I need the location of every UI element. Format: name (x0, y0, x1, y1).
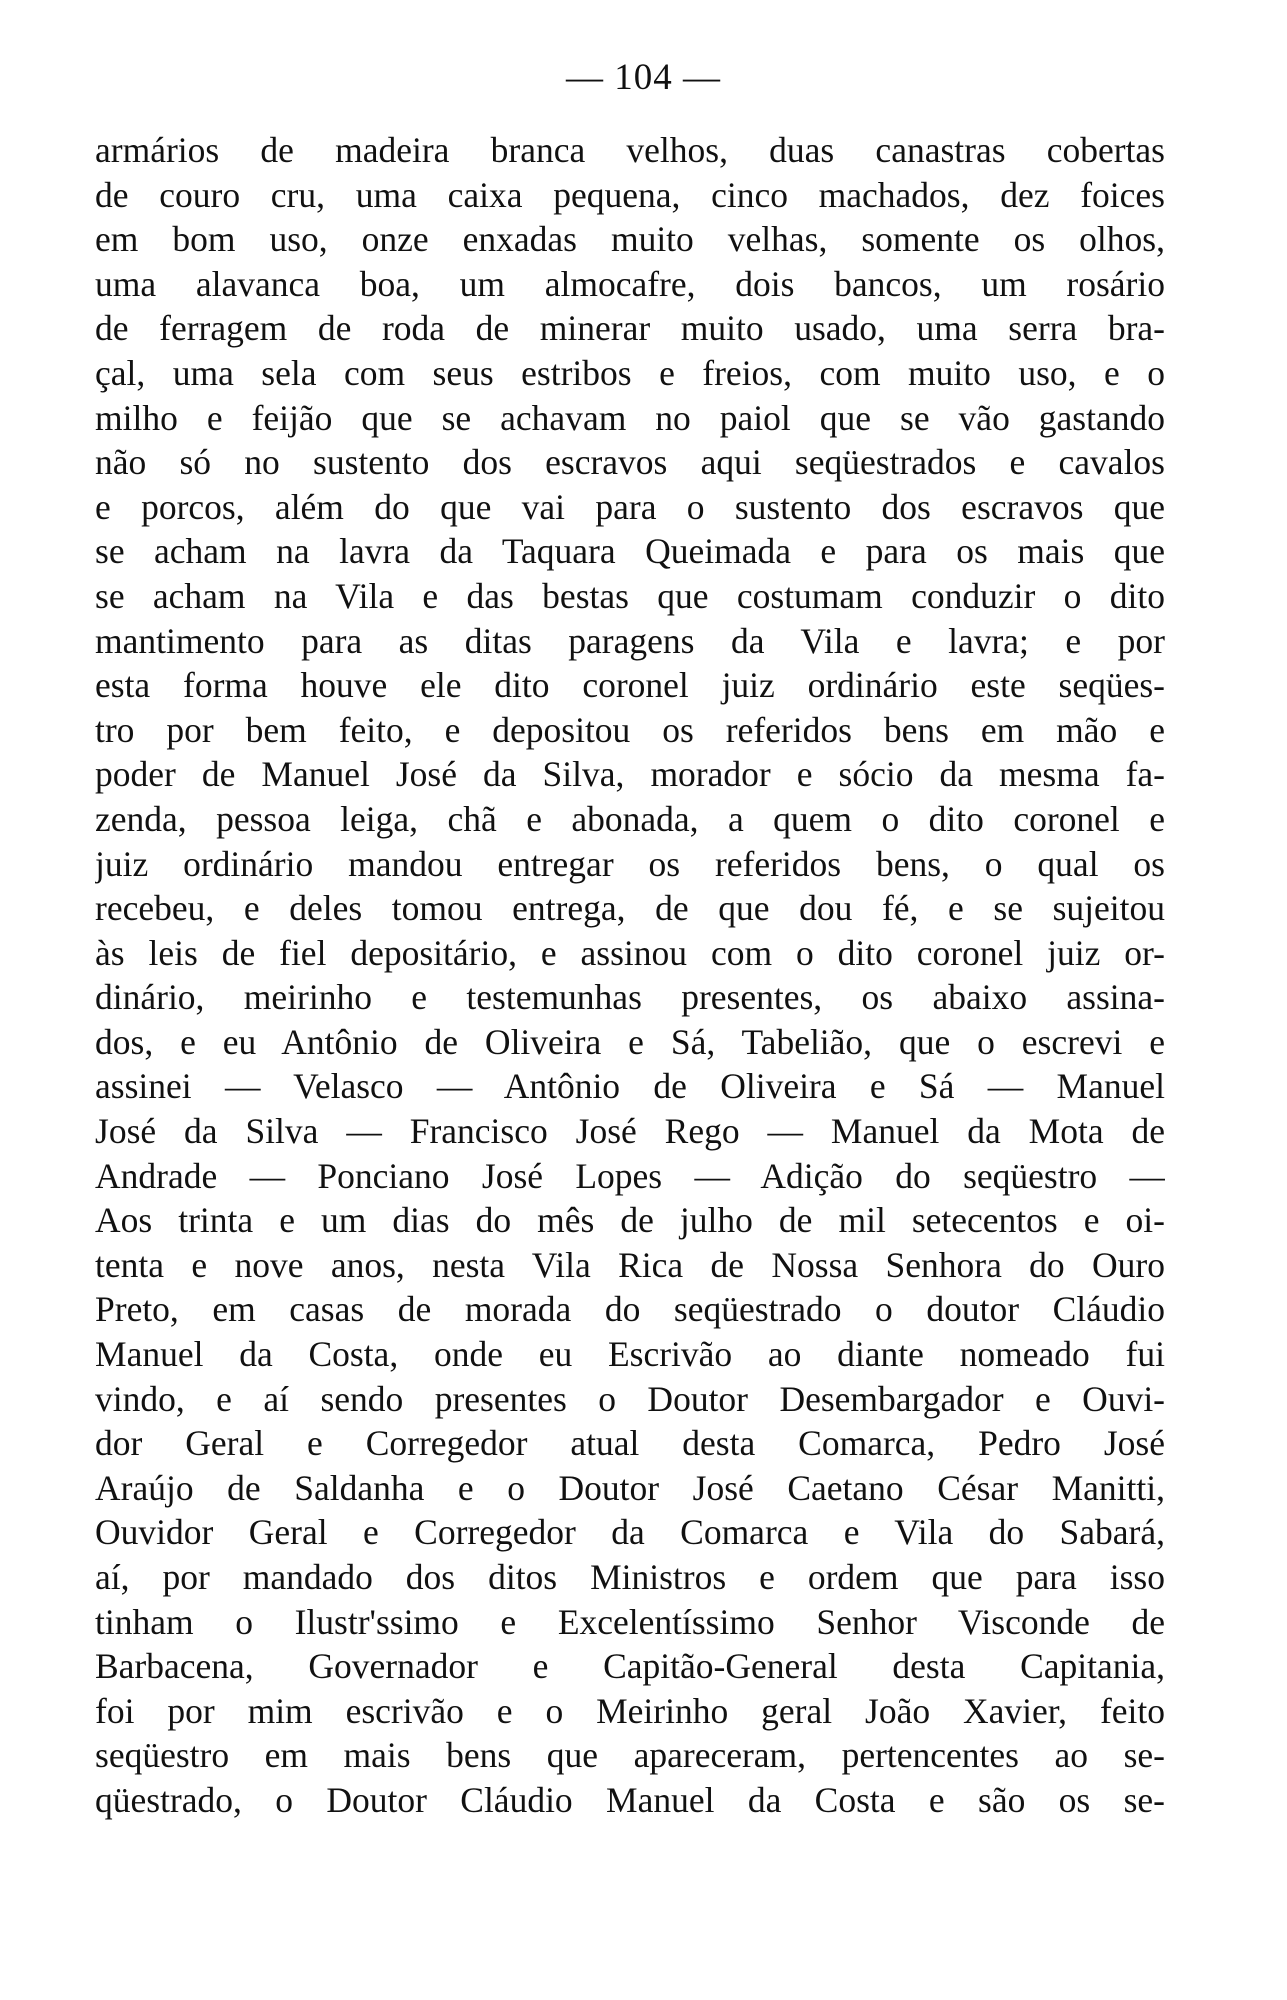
text-line: çal, uma sela com seus estribos e freios, com muito uso, e o (95, 352, 1165, 393)
text-line: se acham na Vila e das bestas que costumam conduzir o dito (95, 575, 1165, 616)
text-line: tro por bem feito, e depositou os referidos bens em mão e (95, 709, 1165, 750)
text-line: milho e feijão que se achavam no paiol que se vão gastando (95, 397, 1165, 438)
text-line: em bom uso, onze enxadas muito velhas, somente os olhos, (95, 219, 1165, 260)
text-line: vindo, e aí sendo presentes o Doutor Desembargador e Ouvi- (95, 1378, 1165, 1419)
text-line: juiz ordinário mandou entregar os referidos bens, o qual os (95, 843, 1165, 884)
text-line: assinei — Velasco — Antônio de Oliveira e Sá — Manuel (95, 1066, 1165, 1107)
text-line: e porcos, além do que vai para o sustento dos escravos que (95, 486, 1165, 527)
text-line: de couro cru, uma caixa pequena, cinco machados, dez foices (95, 174, 1165, 215)
text-line: Barbacena, Governador e Capitão-General desta Capitania, (95, 1646, 1165, 1687)
text-line: não só no sustento dos escravos aqui seqüestrados e cavalos (95, 442, 1165, 483)
text-line: às leis de fiel depositário, e assinou com o dito coronel juiz or- (95, 932, 1165, 973)
text-line: foi por mim escrivão e o Meirinho geral João Xavier, feito (95, 1690, 1165, 1731)
text-line: José da Silva — Francisco José Rego — Manuel da Mota de (95, 1111, 1165, 1152)
text-line: aí, por mandado dos ditos Ministros e ordem que para isso (95, 1557, 1165, 1597)
text-line: Manuel da Costa, onde eu Escrivão ao diante nomeado fui (95, 1334, 1165, 1375)
text-line: esta forma houve ele dito coronel juiz ordinário este seqües- (95, 665, 1165, 706)
text-line: de ferragem de roda de minerar muito usado, uma serra bra- (95, 308, 1165, 349)
text-line: tenta e nove anos, nesta Vila Rica de Nossa Senhora do Ouro (95, 1244, 1165, 1285)
text-line: dor Geral e Corregedor atual desta Comarca, Pedro José (95, 1423, 1165, 1464)
text-line: seqüestro em mais bens que apareceram, pertencentes ao se- (95, 1735, 1165, 1776)
text-line: recebeu, e deles tomou entrega, de que dou fé, e se sujeitou (95, 888, 1165, 929)
text-line: Ouvidor Geral e Corregedor da Comarca e Vila do Sabará, (95, 1512, 1165, 1553)
text-line: Araújo de Saldanha e o Doutor José Caetano César Manitti, (95, 1467, 1165, 1508)
text-line: mantimento para as ditas paragens da Vila e lavra; e por (95, 620, 1165, 661)
text-line: uma alavanca boa, um almocafre, dois bancos, um rosário (95, 263, 1165, 304)
text-line: poder de Manuel José da Silva, morador e sócio da mesma fa- (95, 754, 1165, 795)
text-line: qüestrado, o Doutor Cláudio Manuel da Costa e são os se- (95, 1779, 1165, 1820)
page-number: — 104 — (566, 57, 721, 98)
text-line: dinário, meirinho e testemunhas presentes, os abaixo assina- (95, 977, 1165, 1018)
text-line: armários de madeira branca velhos, duas canastras cobertas (95, 130, 1165, 170)
text-line: Aos trinta e um dias do mês de julho de mil setecentos e oi- (95, 1200, 1165, 1241)
text-line: se acham na lavra da Taquara Queimada e para os mais que (95, 531, 1165, 572)
text-line: zenda, pessoa leiga, chã e abonada, a quem o dito coronel e (95, 798, 1165, 839)
text-line: tinham o Ilustr'ssimo e Excelentíssimo Senhor Visconde de (95, 1601, 1165, 1642)
text-line: Preto, em casas de morada do seqüestrado o doutor Cláudio (95, 1289, 1165, 1330)
body-text (95, 128, 1165, 1823)
text-line: Andrade — Ponciano José Lopes — Adição do seqüestro — (95, 1155, 1165, 1196)
text-line: dos, e eu Antônio de Oliveira e Sá, Tabelião, que o escrevi e (95, 1021, 1165, 1062)
